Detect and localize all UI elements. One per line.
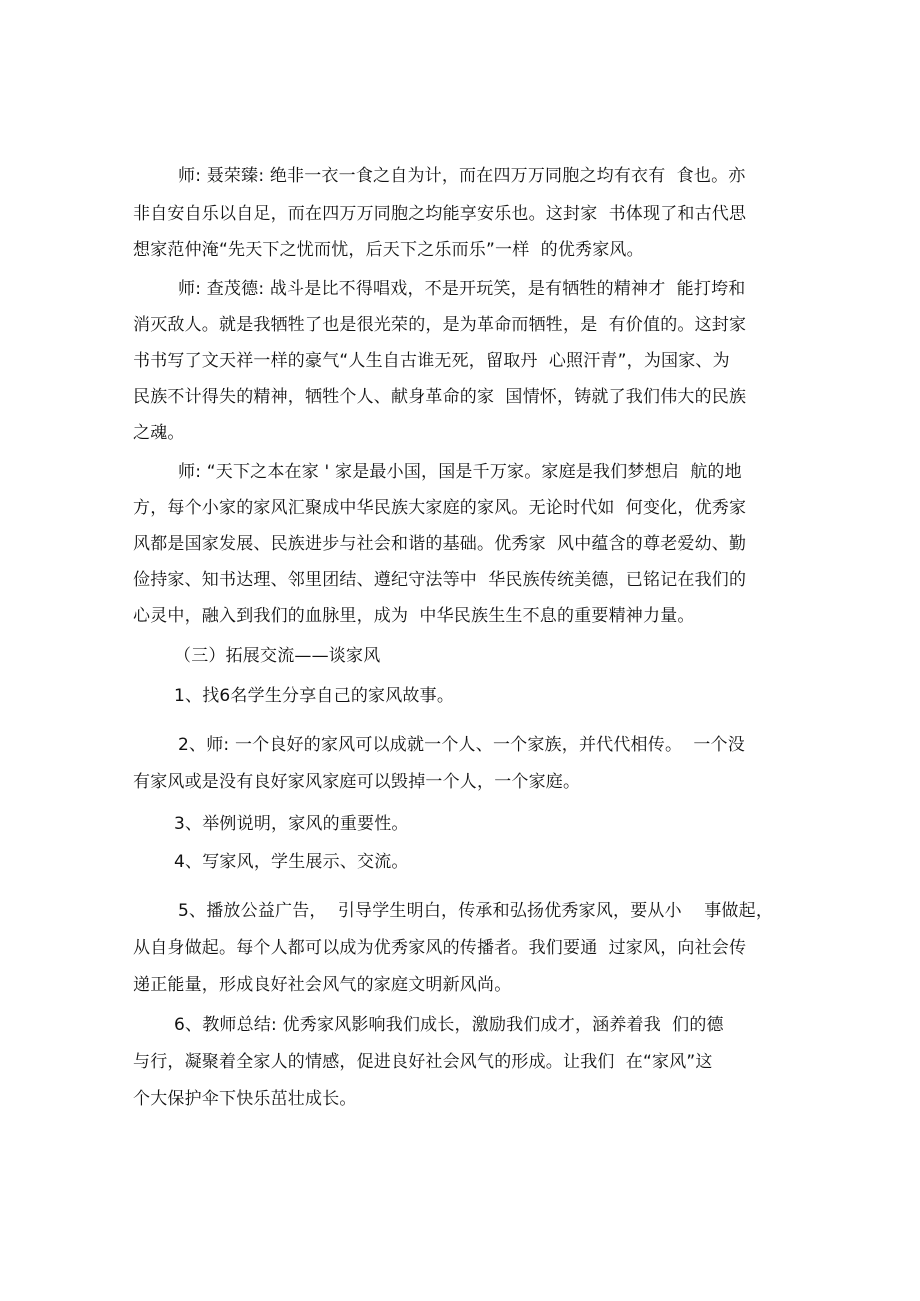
text-line: 之魂。 [133,423,185,443]
text-line: 想家范仲淹“先天下之忧而忧，后天下之乐而乐”一样 的优秀家风。 [133,240,644,260]
text-line: 方，每个小家的家风汇聚成中华民族大家庭的家风。无论时代如 何变化，优秀家 [133,498,747,518]
text-line: 俭持家、知书达理、邻里团结、遵纪守法等中 华民族传统美德，已铭记在我们的 [133,570,747,590]
list-item-continuation: 有家风或是没有良好家风家庭可以毁掉一个人，一个家庭。 [133,772,581,792]
text-line: 师: 查茂德: 战斗是比不得唱戏，不是开玩笑，是有牺牲的精神才 能打垮和 [178,279,746,299]
text-line: 师: “天下之本在家 ' 家是最小国，国是千万家。家庭是我们梦想启 航的地 [178,462,742,482]
text-line: 风都是国家发展、民族进步与社会和谐的基础。优秀家 风中蕴含的尊老爱幼、勤 [133,534,747,554]
text-line: 民族不计得失的精神，牺牲个人、献身革命的家 国情怀，铸就了我们伟大的民族 [133,387,747,407]
list-item: 4、写家风，学生展示、交流。 [174,852,409,872]
list-item-continuation: 从自身做起。每个人都可以成为优秀家风的传播者。我们要通 过家风，向社会传 [133,938,747,958]
list-item-continuation: 与行，凝聚着全家人的情感，促进良好社会风气的形成。让我们 在“家风”这 [133,1052,713,1072]
text-line: 师: 聂荣臻: 绝非一衣一食之自为计，而在四万万同胞之均有衣有 食也。亦 [178,166,746,186]
text-line: 书书写了文天祥一样的豪气“人生自古谁无死，留取丹 心照汗青”，为国家、为 [133,351,730,371]
list-item: 1、找6名学生分享自己的家风故事。 [174,686,455,706]
list-item-continuation: 递正能量，形成良好社会风气的家庭文明新风尚。 [133,975,512,995]
text-line: 心灵中，融入到我们的血脉里，成为 中华民族生生不息的重要精神力量。 [133,606,695,626]
list-item-continuation: 个大保护伞下快乐茁壮成长。 [133,1089,357,1109]
list-item: 2、师: 一个良好的家风可以成就一个人、一个家族，并代代相传。 一个没 [178,735,745,755]
list-item: 3、举例说明，家风的重要性。 [174,814,409,834]
section-heading: （三）拓展交流——谈家风 [174,646,381,666]
list-item: 6、教师总结: 优秀家风影响我们成长，激励我们成才，涵养着我 们的德 [174,1015,724,1035]
list-item: 5、播放公益广告， 引导学生明白，传承和弘扬优秀家风，要从小 事做起， [178,901,774,921]
text-line: 非自安自乐以自足，而在四万万同胞之均能享安乐也。这封家 书体现了和古代思 [133,204,747,224]
text-line: 消灭敌人。就是我牺牲了也是很光荣的，是为革命而牺牲，是 有价值的。这封家 [133,315,747,335]
